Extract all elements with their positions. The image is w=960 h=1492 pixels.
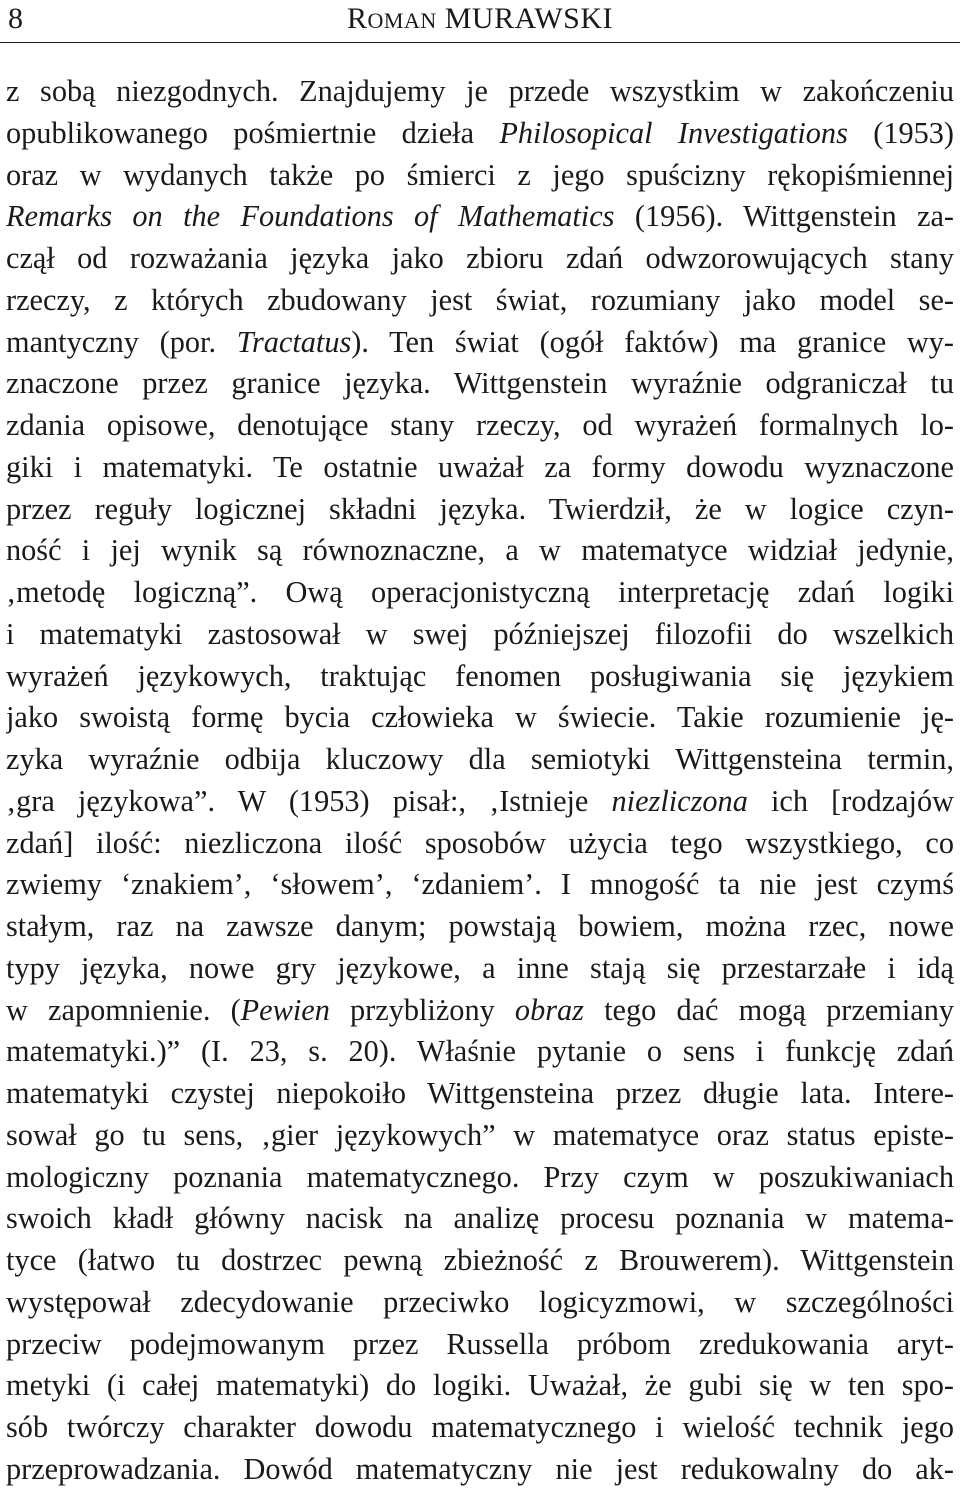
text-line <box>6 614 954 656</box>
text-run: oraz w wydanych także po śmierci z jego spuścizny rękopiśmiennej <box>6 157 954 192</box>
text-line <box>6 1157 954 1199</box>
text-run: metyki (i całej matematyki) do logiki. Uważał, że gubi się w ten spo- <box>6 1368 954 1403</box>
text-line <box>6 990 954 1032</box>
author-first-name-rest: OMAN <box>367 8 437 33</box>
text-run: wyrażeń językowych, traktując fenomen posługiwania się językiem <box>6 658 954 693</box>
text-line <box>6 280 954 322</box>
text-line <box>6 656 954 698</box>
text-line <box>6 697 954 739</box>
text-run: tyce (łatwo tu dostrzec pewną zbieżność z Brouwerem). Wittgenstein <box>6 1243 954 1277</box>
italic-title-text: niezliczona <box>611 783 748 818</box>
text-run: ). Ten świat (ogół faktów) ma granice wy- <box>351 324 954 359</box>
text-line <box>6 447 954 489</box>
text-line <box>6 1031 954 1073</box>
text-run: czął od rozważania języka jako zbioru zdań odwzorowujących stany <box>6 241 954 275</box>
text-run: przeciw podejmowanym przez Russella próbom zredukowania aryt- <box>6 1326 954 1361</box>
text-line <box>6 1198 954 1240</box>
running-header <box>0 0 960 43</box>
text-run: typy języka, nowe gry językowe, a inne stają się przestarzałe i idą <box>6 950 954 985</box>
text-line <box>6 71 954 113</box>
text-run: rzeczy, z których zbudowany jest świat, rozumiany jako model se- <box>6 282 954 317</box>
text-run: matematyki.)” (I. 23, s. 20). Właśnie pytanie o sens i funkcję zdań <box>6 1034 954 1069</box>
text-run: (1956). Wittgenstein za- <box>614 199 954 234</box>
text-run: znaczone przez granice języka. Wittgenstein wyraźnie odgraniczał tu <box>6 366 954 401</box>
text-run: zyka wyraźnie odbija kluczowy dla semiotyki Wittgensteina termin, <box>6 742 954 776</box>
text-line <box>6 948 954 990</box>
text-line <box>6 322 954 364</box>
text-run: (1953) <box>847 115 954 150</box>
text-run: swoich kładł główny nacisk na analizę procesu poznania w matema- <box>6 1201 954 1236</box>
text-line <box>6 1282 954 1324</box>
text-line <box>6 739 954 781</box>
italic-title-text: Pewien <box>240 992 330 1027</box>
text-line <box>6 530 954 572</box>
text-line <box>6 1324 954 1366</box>
text-line <box>6 906 954 948</box>
italic-title-text: obraz <box>514 992 584 1027</box>
text-run: występował zdecydowanie przeciwko logicyzmowi, w szczególności <box>6 1284 954 1319</box>
text-line <box>6 1407 954 1449</box>
author-last-name: MURAWSKI <box>436 2 614 35</box>
text-run: mantyczny (por. <box>6 324 237 359</box>
text-run: z sobą niezgodnych. Znajdujemy je przede wszystkim w zakończeniu <box>6 74 954 108</box>
text-run: i matematyki zastosował w swej późniejszej filozofii do wszelkich <box>6 616 954 651</box>
text-run: przez reguły logicznej składni języka. Twierdził, że w logice czyn- <box>6 491 954 526</box>
text-line <box>6 823 954 865</box>
text-run: ność i jej wynik są równoznaczne, a w matematyce widział jedynie, <box>6 533 954 568</box>
text-run: zdań] ilość: niezliczona ilość sposobów użycia tego wszystkiego, co <box>6 825 954 860</box>
text-run: giki i matematyki. Te ostatnie uważał za formy dowodu wyznaczone <box>6 449 954 484</box>
body-paragraph <box>6 71 954 1491</box>
text-line <box>6 1073 954 1115</box>
text-run: zdania opisowe, denotujące stany rzeczy, od wyrażeń formalnych lo- <box>6 408 954 442</box>
text-line <box>6 781 954 823</box>
text-run: stałym, raz na zawsze danym; powstają bowiem, można rzec, nowe <box>6 909 954 943</box>
text-line <box>6 1240 954 1282</box>
text-run: przeprowadzania. Dowód matematyczny nie jest redukowalny do ak- <box>6 1451 954 1486</box>
author-initial: R <box>346 2 368 35</box>
text-run: matematyki czystej niepokoiło Wittgensteina przez długie lata. Intere- <box>6 1076 954 1110</box>
text-line <box>6 1449 954 1491</box>
text-run: ich [rodzajów <box>747 783 954 818</box>
text-run: ‚metodę logiczną”. Ową operacjonistyczną interpretację zdań logiki <box>6 575 954 609</box>
text-line <box>6 363 954 405</box>
text-line <box>6 113 954 155</box>
text-run: zwiemy ‘znakiem’, ‘słowem’, ‘zdaniem’. I mnogość ta nie jest czymś <box>6 867 954 902</box>
text-line <box>6 155 954 197</box>
text-line <box>6 238 954 280</box>
text-line <box>6 572 954 614</box>
text-line <box>6 405 954 447</box>
text-run: tego dać mogą przemiany <box>583 992 954 1027</box>
text-run: przybliżony <box>329 992 515 1027</box>
text-run: mologiczny poznania matematycznego. Przy czym w poszukiwaniach <box>6 1159 954 1194</box>
text-run: w zapomnienie. ( <box>6 992 241 1027</box>
text-line <box>6 196 954 238</box>
page-number: 8 <box>8 2 23 35</box>
text-run: opublikowanego pośmiertnie dzieła <box>6 115 500 150</box>
text-line <box>6 864 954 906</box>
running-title <box>0 2 960 38</box>
text-run: sował go tu sens, ‚gier językowych” w matematyce oraz status episte- <box>6 1117 954 1152</box>
text-line <box>6 489 954 531</box>
text-line <box>6 1365 954 1407</box>
text-run: sób twórczy charakter dowodu matematycznego i wielość technik jego <box>6 1410 954 1444</box>
text-run: ‚gra językowa”. W (1953) pisał:, ‚Istnieje <box>6 783 612 818</box>
italic-title-text: Tractatus <box>236 324 352 359</box>
text-run: jako swoistą formę bycia człowieka w świecie. Takie rozumienie ję- <box>6 700 954 735</box>
italic-title-text: Remarks on the Foundations of Mathematics <box>6 199 615 234</box>
text-line <box>6 1115 954 1157</box>
italic-title-text: Philosopical Investigations <box>499 115 848 150</box>
